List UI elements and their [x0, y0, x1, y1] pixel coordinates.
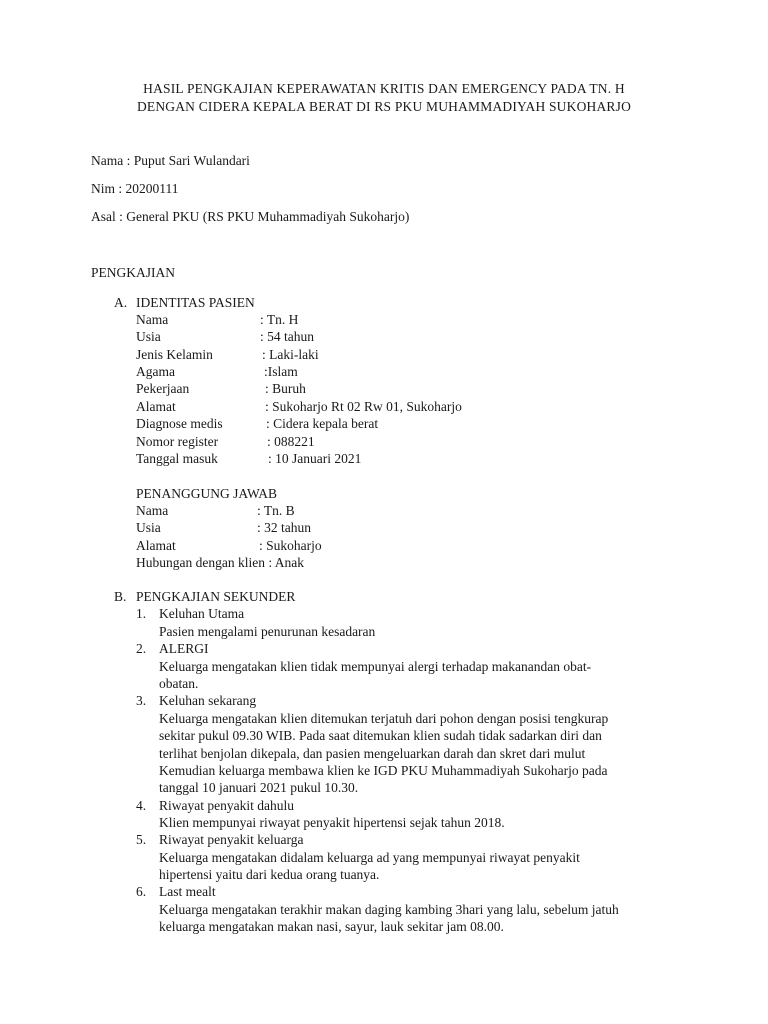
patient-label-agama: Agama	[136, 364, 175, 379]
guardian-value-alamat: : Sukoharjo	[259, 538, 322, 553]
item-3-line-5: tanggal 10 januari 2021 pukul 10.30.	[159, 780, 359, 795]
section-b-heading: PENGKAJIAN SEKUNDER	[136, 589, 296, 604]
patient-label-tanggal-masuk: Tanggal masuk	[136, 451, 218, 466]
item-1-line-1: Pasien mengalami penurunan kesadaran	[159, 624, 376, 639]
patient-value-agama: :Islam	[264, 364, 298, 379]
title-line-2: DENGAN CIDERA KEPALA BERAT DI RS PKU MUHAMMADIYAH SUKOHARJO	[136, 98, 632, 114]
item-2-line-2: obatan.	[159, 676, 199, 691]
item-3-title: Keluhan sekarang	[159, 693, 257, 708]
patient-label-jenis-kelamin: Jenis Kelamin	[136, 347, 213, 362]
item-4-title: Riwayat penyakit dahulu	[159, 798, 294, 813]
item-3-line-4: Kemudian keluarga membawa klien ke IGD PKU Muhammadiyah Sukoharjo pada	[159, 763, 608, 778]
document-title	[0, 80, 768, 115]
item-1-title: Keluhan Utama	[159, 606, 245, 621]
item-2-line-1: Keluarga mengatakan klien tidak mempunyai alergi terhadap makanandan obat-	[159, 659, 592, 674]
student-origin: Asal : General PKU (RS PKU Muhammadiyah Sukoharjo)	[91, 209, 410, 224]
item-4-line-1: Klien mempunyai riwayat penyakit hipertensi sejak tahun 2018.	[159, 815, 505, 830]
patient-label-diagnose: Diagnose medis	[136, 416, 223, 431]
item-2-title: ALERGI	[159, 641, 209, 656]
patient-value-register: : 088221	[267, 434, 315, 449]
section-a-heading: IDENTITAS PASIEN	[136, 295, 255, 310]
patient-value-pekerjaan: : Buruh	[265, 381, 306, 396]
item-5-title: Riwayat penyakit keluarga	[159, 832, 304, 847]
item-5-line-2: hipertensi yaitu dari kedua orang tuanya.	[159, 867, 380, 882]
patient-label-nama: Nama	[136, 312, 169, 327]
title-line-1: HASIL PENGKAJIAN KEPERAWATAN KRITIS DAN EMERGENCY PADA TN. H	[143, 81, 625, 96]
guardian-value-nama: : Tn. B	[257, 503, 295, 518]
patient-label-alamat: Alamat	[136, 399, 176, 414]
item-6-line-1: Keluarga mengatakan terakhir makan daging kambing 3hari yang lalu, sebelum jatuh	[159, 902, 619, 917]
guardian-label-usia: Usia	[136, 520, 161, 535]
patient-value-nama: : Tn. H	[260, 312, 299, 327]
item-6-number: 6.	[136, 884, 147, 899]
item-2-number: 2.	[136, 641, 147, 656]
guardian-heading: PENANGGUNG JAWAB	[136, 486, 278, 501]
item-5-number: 5.	[136, 832, 147, 847]
student-nim: Nim : 20200111	[91, 181, 179, 196]
section-b-marker: B.	[114, 589, 127, 604]
patient-value-alamat: : Sukoharjo Rt 02 Rw 01, Sukoharjo	[265, 399, 462, 414]
item-3-line-3: terlihat benjolan dikepala, dan pasien mengeluarkan darah dan skret dari mulut	[159, 746, 586, 761]
item-3-line-2: sekitar pukul 09.30 WIB. Pada saat ditemukan klien sudah tidak sadarkan diri dan	[159, 728, 602, 743]
guardian-value-usia: : 32 tahun	[257, 520, 311, 535]
patient-label-register: Nomor register	[136, 434, 219, 449]
patient-value-usia: : 54 tahun	[260, 329, 314, 344]
section-a-marker: A.	[114, 295, 128, 310]
patient-value-tanggal-masuk: : 10 Januari 2021	[268, 451, 362, 466]
patient-value-diagnose: : Cidera kepala berat	[266, 416, 379, 431]
patient-label-pekerjaan: Pekerjaan	[136, 381, 190, 396]
item-4-number: 4.	[136, 798, 147, 813]
item-1-number: 1.	[136, 606, 147, 621]
guardian-label-nama: Nama	[136, 503, 169, 518]
patient-label-usia: Usia	[136, 329, 161, 344]
item-6-title: Last mealt	[159, 884, 216, 899]
guardian-label-alamat: Alamat	[136, 538, 176, 553]
section-title: PENGKAJIAN	[91, 265, 175, 280]
item-3-line-1: Keluarga mengatakan klien ditemukan terjatuh dari pohon dengan posisi tengkurap	[159, 711, 609, 726]
guardian-relationship: Hubungan dengan klien : Anak	[136, 555, 304, 570]
item-3-number: 3.	[136, 693, 147, 708]
student-name: Nama : Puput Sari Wulandari	[91, 153, 250, 168]
item-6-line-2: keluarga mengatakan makan nasi, sayur, lauk sekitar jam 08.00.	[159, 919, 504, 934]
patient-value-jenis-kelamin: : Laki-laki	[262, 347, 319, 362]
item-5-line-1: Keluarga mengatakan didalam keluarga ad yang mempunyai riwayat penyakit	[159, 850, 580, 865]
